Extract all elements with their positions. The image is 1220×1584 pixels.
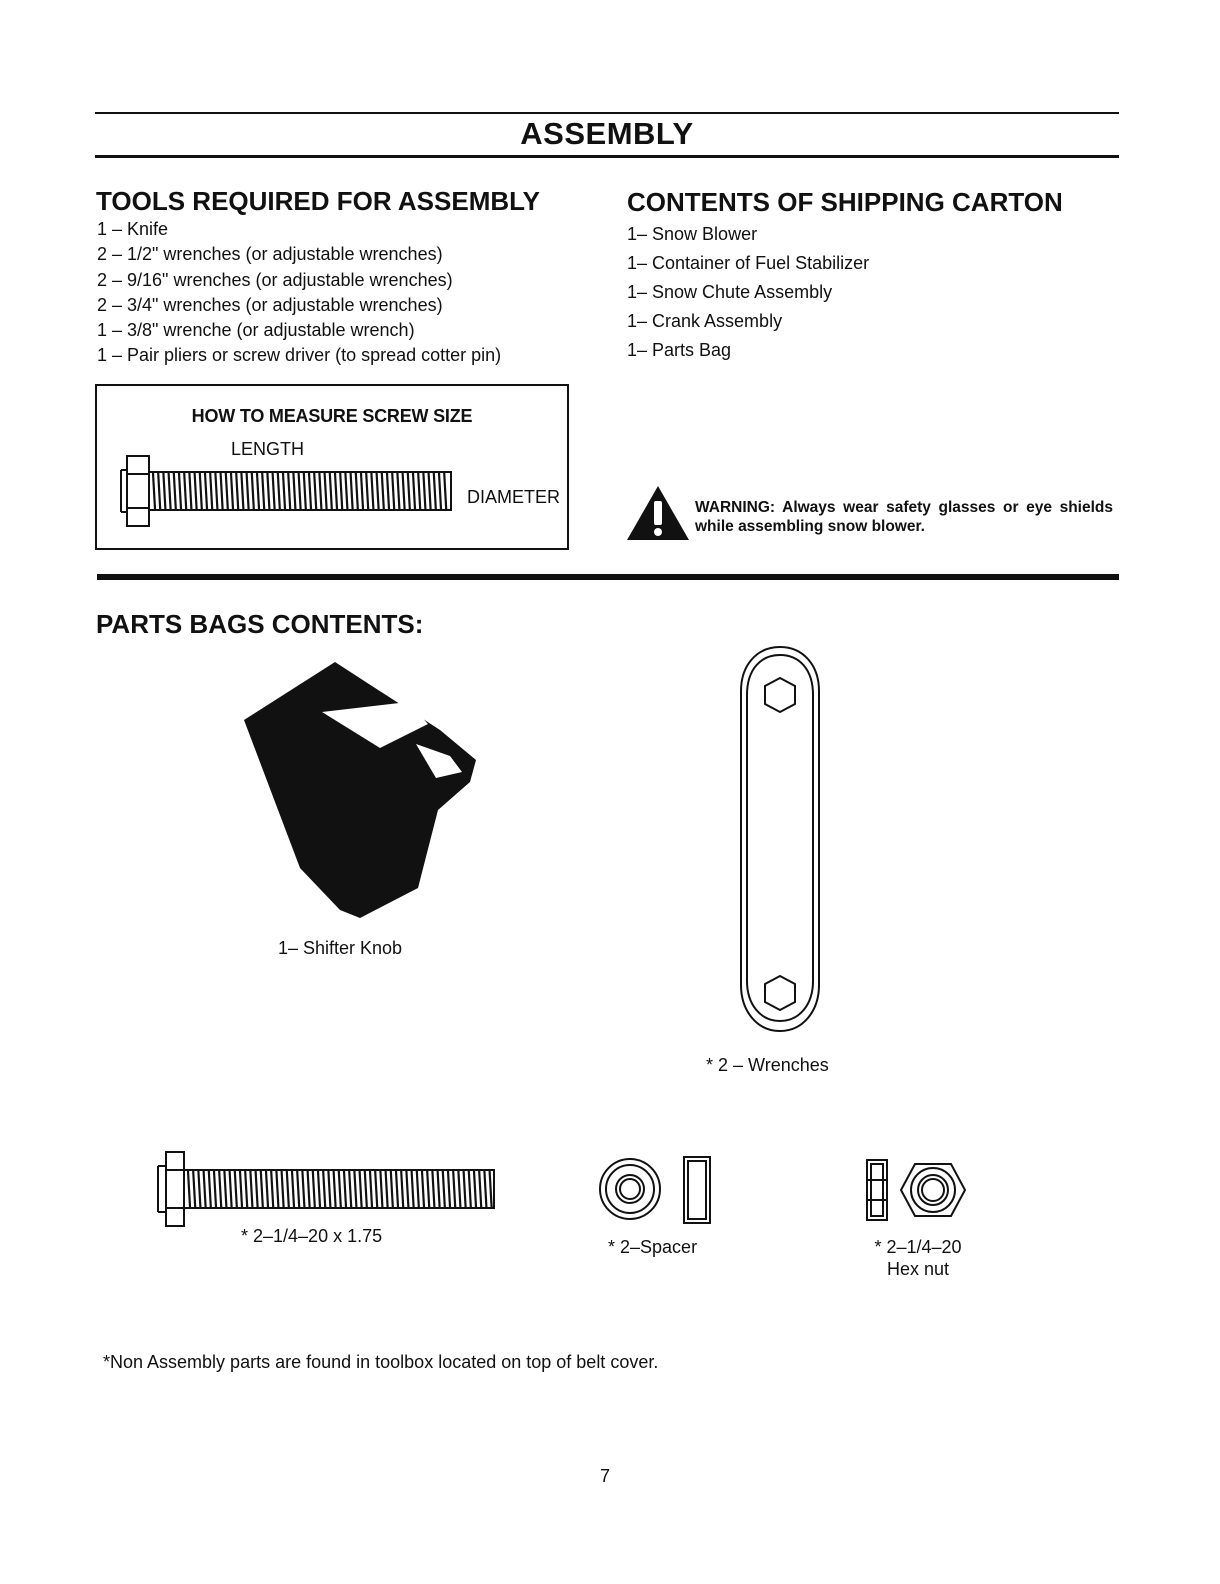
carton-item: 1– Snow Blower — [627, 224, 758, 244]
tool-item: 1 – Pair pliers or screw driver (to spread cotter pin) — [97, 345, 502, 366]
thread-line — [427, 1171, 429, 1207]
footnote: *Non Assembly parts are found in toolbox located on top of belt cover. — [103, 1352, 659, 1372]
hex-nut-icon — [865, 1158, 971, 1222]
page-number: 7 — [600, 1466, 611, 1486]
thread-line — [339, 1171, 341, 1207]
wrench-icon — [737, 645, 823, 1035]
thread-line — [429, 473, 431, 509]
hex-nut-caption — [848, 1236, 988, 1280]
thread-line — [293, 473, 295, 509]
thread-line — [309, 473, 311, 509]
thread-line — [209, 1171, 211, 1207]
screw-diagram-icon — [121, 452, 461, 532]
carton-item: 1– Parts Bag — [627, 340, 732, 360]
warning-message: Always wear safety glasses or eye shields while assembling snow blower. — [695, 499, 1113, 535]
thread-line — [247, 473, 249, 509]
thread-line — [464, 1171, 466, 1207]
thread-line — [250, 1171, 252, 1207]
tool-item: 2 – 1/2" wrenches (or adjustable wrenches) — [97, 244, 443, 265]
thread-line — [365, 1171, 367, 1207]
thread-line — [184, 473, 186, 509]
thread-line — [448, 1171, 450, 1207]
thread-line — [282, 1171, 284, 1207]
title-underline-rule — [95, 155, 1119, 158]
warning-label: WARNING: — [695, 499, 776, 516]
thread-line — [308, 1171, 310, 1207]
thread-line — [188, 1171, 190, 1207]
thread-line — [214, 1171, 216, 1207]
thread-line — [193, 1171, 195, 1207]
thread-line — [408, 473, 410, 509]
thread-line — [174, 473, 176, 509]
thread-line — [245, 1171, 247, 1207]
thread-line — [401, 1171, 403, 1207]
warning-triangle-icon — [626, 485, 690, 541]
bolt-icon — [158, 1150, 498, 1230]
carton-list — [627, 220, 869, 365]
thread-line — [302, 1171, 304, 1207]
carton-item: 1– Container of Fuel Stabilizer — [627, 253, 870, 273]
thread-line — [458, 1171, 460, 1207]
thread-line — [396, 1171, 398, 1207]
thread-line — [413, 473, 415, 509]
thread-line — [267, 473, 269, 509]
thread-line — [443, 1171, 445, 1207]
diameter-label: DIAMETER — [467, 487, 561, 507]
thread-line — [314, 473, 316, 509]
measure-screw-box — [95, 384, 569, 550]
thread-line — [469, 1171, 471, 1207]
thread-line — [375, 1171, 377, 1207]
thread-line — [318, 1171, 320, 1207]
top-rule — [95, 112, 1119, 114]
thread-line — [292, 1171, 294, 1207]
thread-line — [257, 473, 259, 509]
thread-line — [200, 473, 202, 509]
thread-line — [387, 473, 389, 509]
thread-line — [226, 473, 228, 509]
thread-line — [418, 473, 420, 509]
thread-line — [252, 473, 254, 509]
thread-line — [356, 473, 358, 509]
thread-line — [412, 1171, 414, 1207]
shifter-knob-icon — [240, 660, 480, 920]
thread-line — [241, 473, 243, 509]
tool-item: 2 – 9/16" wrenches (or adjustable wrenches) — [97, 269, 453, 290]
thread-line — [344, 1171, 346, 1207]
thread-line — [432, 1171, 434, 1207]
carton-item: 1– Snow Chute Assembly — [627, 282, 833, 302]
thread-line — [323, 1171, 325, 1207]
tools-heading: TOOLS REQUIRED FOR ASSEMBLY — [96, 186, 540, 216]
thread-line — [386, 1171, 388, 1207]
thread-line — [351, 473, 353, 509]
thread-line — [377, 473, 379, 509]
bolt-caption: * 2–1/4–20 x 1.75 — [241, 1226, 383, 1246]
thread-line — [349, 1171, 351, 1207]
thread-line — [397, 473, 399, 509]
thread-line — [219, 1171, 221, 1207]
thread-line — [313, 1171, 315, 1207]
thread-line — [391, 1171, 393, 1207]
thread-line — [256, 1171, 258, 1207]
tool-item: 1 – Knife — [97, 219, 169, 239]
thread-line — [474, 1171, 476, 1207]
thread-line — [210, 473, 212, 509]
thread-line — [261, 1171, 263, 1207]
parts-heading: PARTS BAGS CONTENTS: — [96, 609, 424, 639]
thread-line — [195, 473, 197, 509]
thread-line — [340, 473, 342, 509]
thread-line — [153, 473, 155, 509]
thread-line — [438, 1171, 440, 1207]
thread-line — [354, 1171, 356, 1207]
thread-line — [287, 1171, 289, 1207]
thread-line — [283, 473, 285, 509]
thread-line — [335, 473, 337, 509]
thread-line — [484, 1171, 486, 1207]
thread-line — [198, 1171, 200, 1207]
thread-line — [179, 473, 181, 509]
thread-line — [403, 473, 405, 509]
thread-line — [406, 1171, 408, 1207]
thread-line — [215, 473, 217, 509]
thread-line — [360, 1171, 362, 1207]
thread-line — [330, 473, 332, 509]
spacer-caption: * 2–Spacer — [608, 1237, 698, 1257]
thread-line — [479, 1171, 481, 1207]
thread-line — [304, 473, 306, 509]
measure-heading: HOW TO MEASURE SCREW SIZE — [191, 406, 473, 426]
shifter-knob-caption: 1– Shifter Knob — [277, 938, 403, 958]
carton-heading: CONTENTS OF SHIPPING CARTON — [627, 187, 1063, 217]
wrench-caption: * 2 – Wrenches — [706, 1055, 829, 1075]
thread-line — [439, 473, 441, 509]
thread-line — [224, 1171, 226, 1207]
thread-line — [434, 473, 436, 509]
thread-line — [380, 1171, 382, 1207]
thread-line — [169, 473, 171, 509]
tool-item: 1 – 3/8" wrenche (or adjustable wrench) — [97, 320, 415, 341]
thread-line — [422, 1171, 424, 1207]
thread-line — [205, 473, 207, 509]
thread-line — [288, 473, 290, 509]
thread-line — [453, 1171, 455, 1207]
thread-line — [163, 473, 165, 509]
thread-line — [278, 473, 280, 509]
thread-line — [297, 1171, 299, 1207]
thread-line — [235, 1171, 237, 1207]
thread-line — [266, 1171, 268, 1207]
thread-line — [236, 473, 238, 509]
thread-line — [271, 1171, 273, 1207]
spacer-icon — [600, 1155, 716, 1227]
thread-line — [273, 473, 275, 509]
thread-line — [231, 473, 233, 509]
thread-line — [276, 1171, 278, 1207]
hex-nut-caption-line1: * 2–1/4–20 — [874, 1237, 962, 1257]
thread-line — [221, 473, 223, 509]
thread-line — [370, 1171, 372, 1207]
hex-nut-caption-line2: Hex nut — [886, 1259, 950, 1279]
thread-line — [490, 1171, 492, 1207]
thread-line — [240, 1171, 242, 1207]
thread-line — [189, 473, 191, 509]
thread-line — [417, 1171, 419, 1207]
tools-list — [97, 217, 501, 369]
thread-line — [204, 1171, 206, 1207]
thread-line — [328, 1171, 330, 1207]
thread-line — [366, 473, 368, 509]
thread-line — [230, 1171, 232, 1207]
thread-line — [299, 473, 301, 509]
thread-line — [371, 473, 373, 509]
thread-line — [325, 473, 327, 509]
thread-line — [345, 473, 347, 509]
thread-line — [158, 473, 160, 509]
thread-line — [361, 473, 363, 509]
thread-line — [444, 473, 446, 509]
carton-item: 1– Crank Assembly — [627, 311, 783, 331]
thread-line — [423, 473, 425, 509]
thread-line — [392, 473, 394, 509]
warning-text — [695, 498, 1113, 536]
thread-line — [382, 473, 384, 509]
page-title: ASSEMBLY — [520, 116, 694, 151]
section-divider — [97, 574, 1119, 580]
thread-line — [262, 473, 264, 509]
tool-item: 2 – 3/4" wrenches (or adjustable wrenches) — [97, 294, 443, 315]
thread-line — [319, 473, 321, 509]
length-label: LENGTH — [231, 439, 305, 459]
thread-line — [334, 1171, 336, 1207]
